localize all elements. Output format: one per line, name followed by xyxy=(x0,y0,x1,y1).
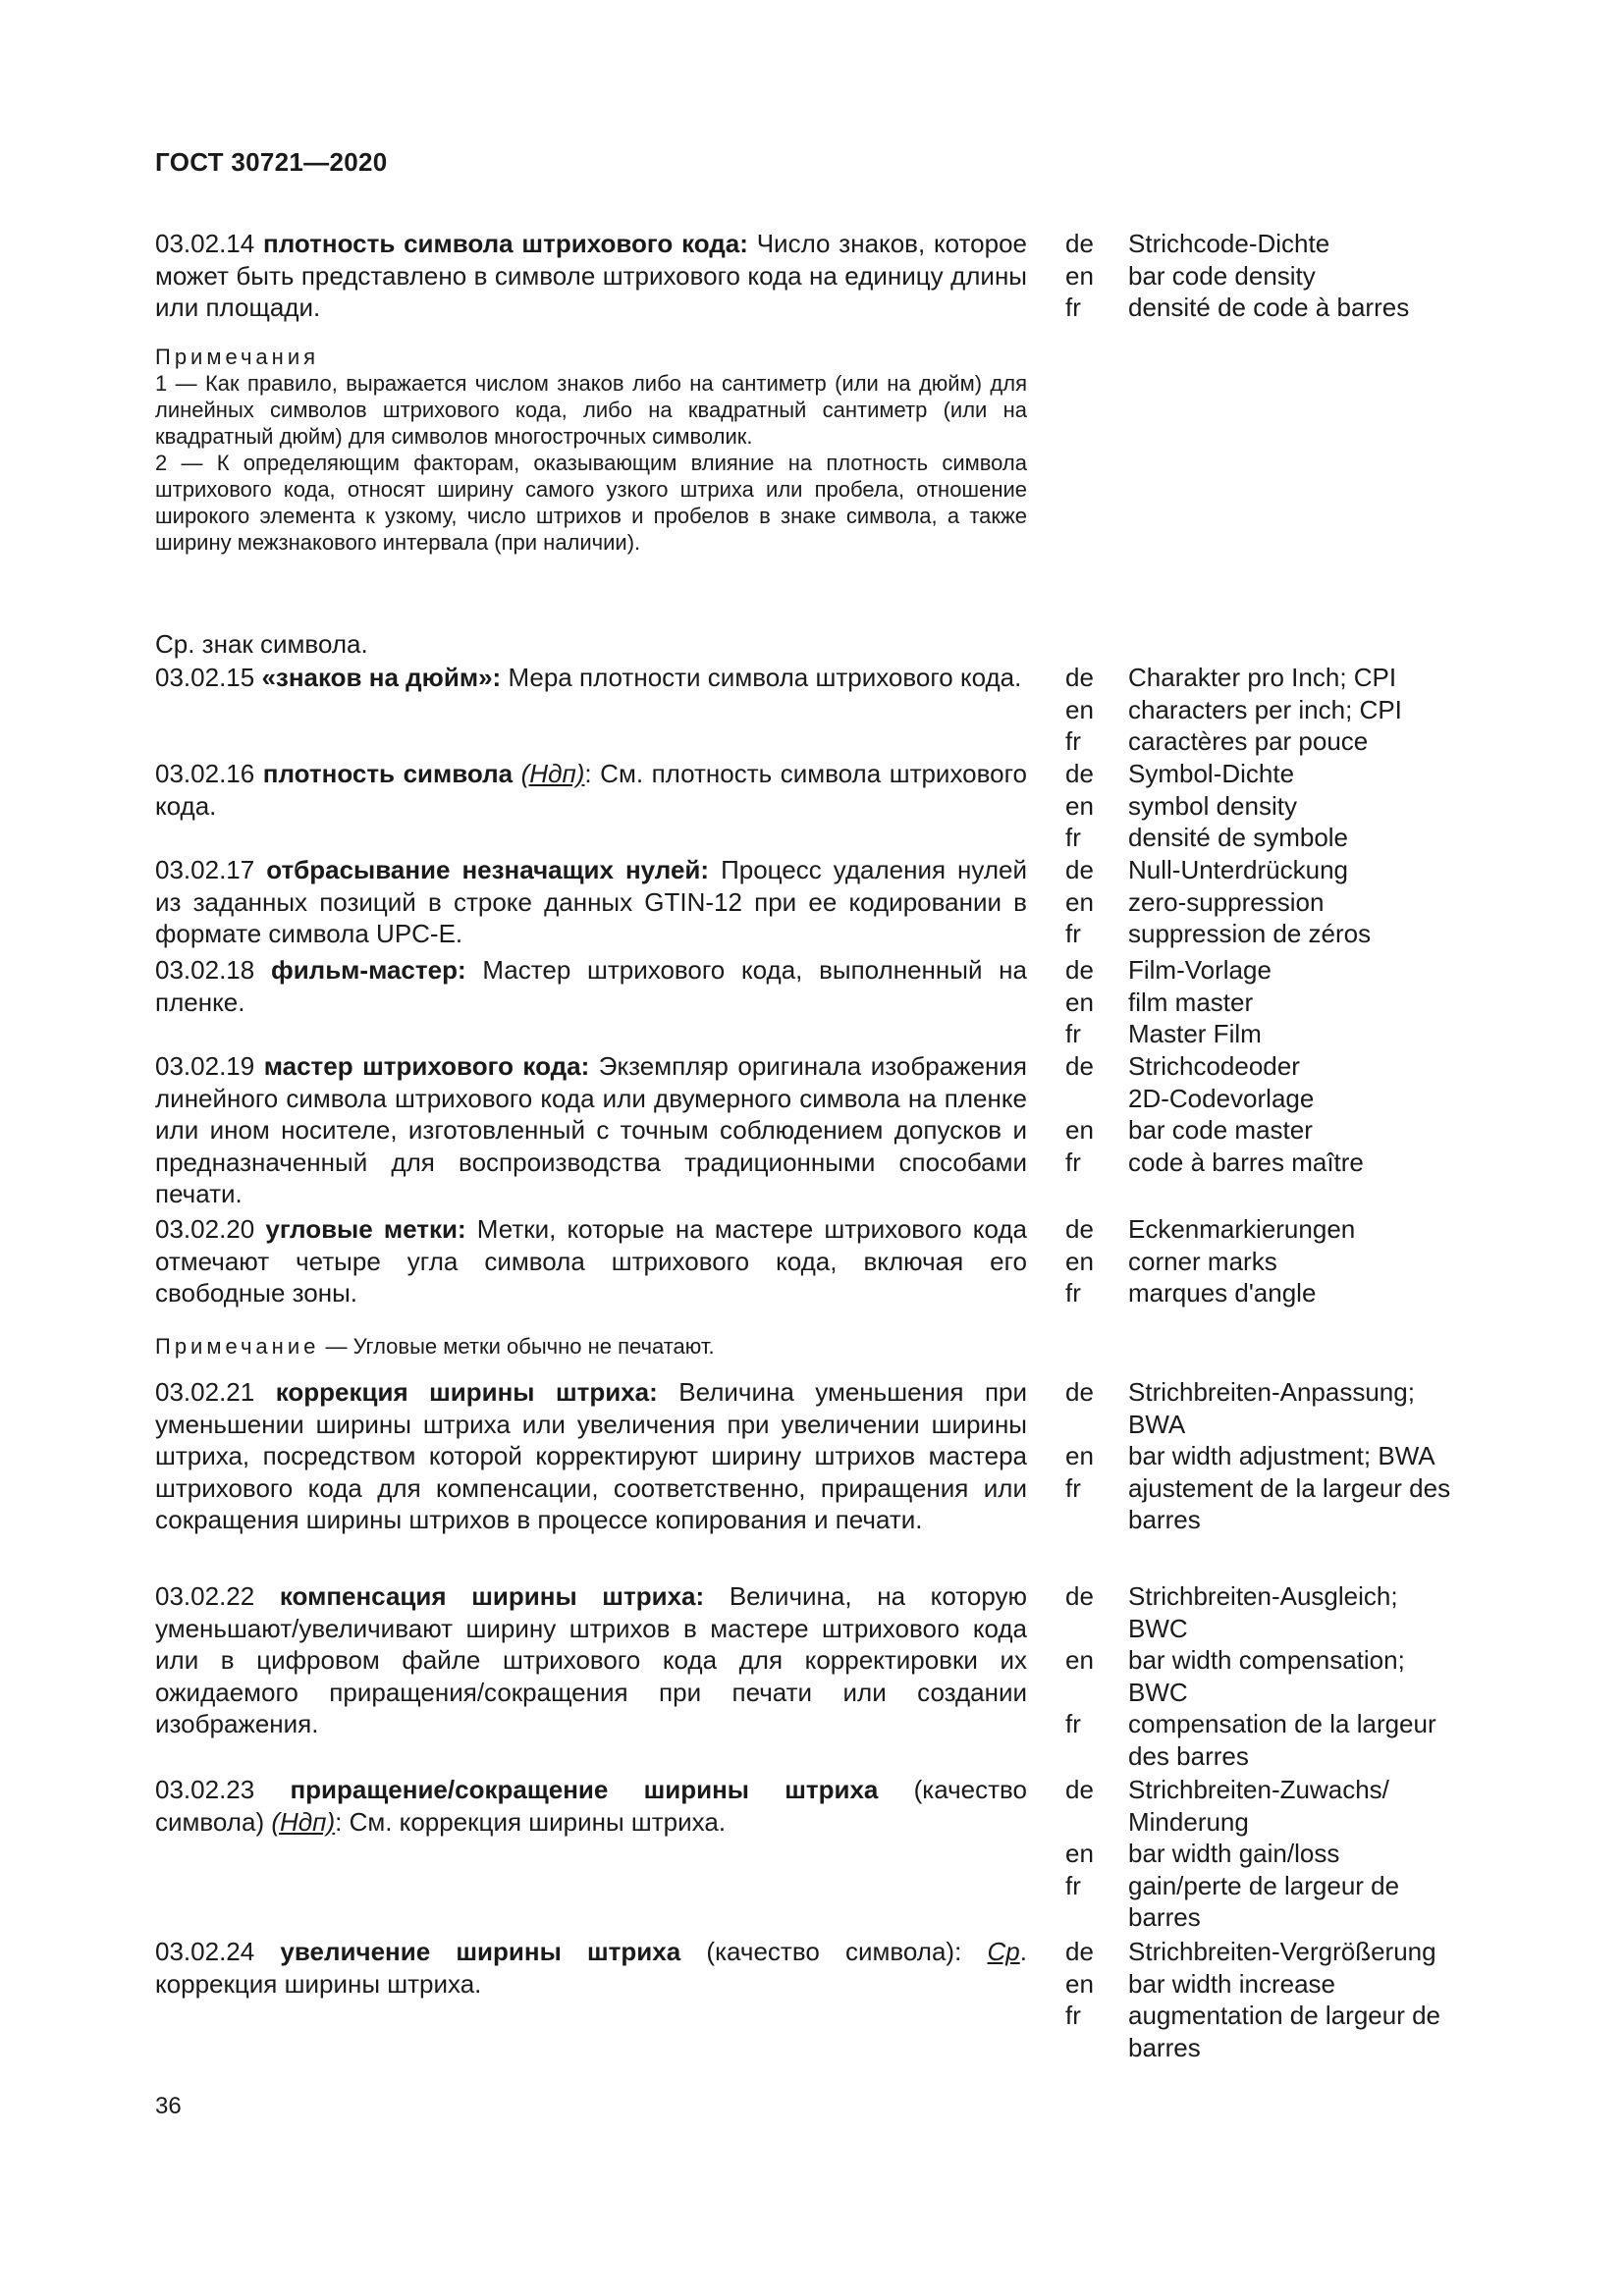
equivalents-03-02-23 xyxy=(1065,1774,1497,1934)
term-fr-cont: barres xyxy=(1128,1505,1201,1534)
entry-term: угловые метки: xyxy=(265,1214,466,1244)
equivalents-03-02-15 xyxy=(1065,662,1497,758)
entry-number: 03.02.19 xyxy=(155,1051,255,1081)
term-fr: code à barres maître xyxy=(1128,1147,1364,1177)
entry-number: 03.02.15 xyxy=(155,663,255,692)
entry-number: 03.02.24 xyxy=(155,1937,255,1966)
equivalents-03-02-17 xyxy=(1065,854,1497,950)
ndp-mark: (Ндп) xyxy=(520,759,585,788)
entry-number: 03.02.21 xyxy=(155,1377,255,1407)
entry-term: мастер штрихового кода: xyxy=(263,1051,590,1081)
lang-fr: fr xyxy=(1065,1019,1081,1048)
term-de: Film-Vorlage xyxy=(1128,955,1272,985)
lang-de: de xyxy=(1065,229,1094,258)
note-2: 2 — К определяющим факторам, оказывающим влияние на плотность символа штрихового кода, относят ширину самого узкого штриха или пробела, отношение широкого элемента к узкому, число штрихов и пробелов в знаке символа, а также ширину межзнакового интервала (при наличии). xyxy=(155,451,1027,555)
term-de-cont: BWC xyxy=(1128,1613,1188,1643)
entry-definition: : См. коррекция ширины штриха. xyxy=(335,1806,727,1837)
lang-blank xyxy=(1065,1409,1128,1441)
ndp-mark: (Ндп) xyxy=(271,1806,336,1837)
entry-definition: . коррекция ширины штриха. xyxy=(155,1937,1027,1999)
term-de: Eckenmarkierungen xyxy=(1128,1214,1356,1244)
lang-en: en xyxy=(1065,1968,1094,1999)
entry-number: 03.02.18 xyxy=(155,955,255,985)
lang-fr: fr xyxy=(1065,919,1081,948)
term-fr: densité de symbole xyxy=(1128,823,1349,852)
lang-blank xyxy=(1065,1677,1128,1709)
entry-term: плотность символа штрихового кода: xyxy=(263,229,748,258)
entry-qualifier: (качество символа): xyxy=(706,1937,962,1966)
term-de: Symbol-Dichte xyxy=(1128,759,1295,788)
term-de: Strichcode-Dichte xyxy=(1128,229,1330,258)
lang-en: en xyxy=(1065,1645,1094,1675)
term-en: symbol density xyxy=(1128,790,1297,821)
lang-fr: fr xyxy=(1065,293,1081,322)
entry-term: плотность символа xyxy=(262,759,514,788)
entry-03-02-23 xyxy=(155,1774,1027,1838)
entry-definition: Мастер штрихового кода, выполненный на пленке. xyxy=(155,955,1027,1017)
term-fr-cont: barres xyxy=(1128,2032,1201,2062)
page-number: 36 xyxy=(155,2093,182,2119)
lang-de: de xyxy=(1065,1214,1094,1244)
entry-definition: Процесс удаления нулей из заданных позиций в строке данных GTIN-12 при ее кодировании в формате символа UPC-E. xyxy=(155,855,1027,948)
entry-definition: Экземпляр оригинала изображения линейного символа штрихового кода или двумерного символа на пленке или ином носителе, изготовленный с точным соблюдением допусков и предназначенный для воспроизводства традиционными способами печати. xyxy=(155,1051,1027,1208)
lang-en: en xyxy=(1065,1246,1094,1276)
lang-de: de xyxy=(1065,1377,1094,1407)
term-en: film master xyxy=(1128,987,1254,1017)
entry-number: 03.02.16 xyxy=(155,759,255,788)
notes-03-02-14 xyxy=(155,344,1027,556)
term-en: bar code density xyxy=(1128,260,1316,291)
lang-fr: fr xyxy=(1065,823,1081,852)
equivalents-03-02-14 xyxy=(1065,228,1497,324)
lang-en: en xyxy=(1065,886,1094,917)
note-title: Примечание xyxy=(155,1334,320,1359)
equivalents-03-02-21 xyxy=(1065,1376,1497,1536)
term-en: bar code master xyxy=(1128,1115,1313,1145)
lang-fr: fr xyxy=(1065,1147,1081,1177)
cf-mark: Ср xyxy=(987,1937,1020,1966)
term-fr: Master Film xyxy=(1128,1019,1262,1048)
lang-fr: fr xyxy=(1065,1278,1081,1308)
entry-definition: Метки, которые на мастере штрихового кода отмечают четыре угла символа штрихового кода, включая его свободные зоны. xyxy=(155,1214,1027,1308)
note-1: 1 — Как правило, выражается числом знаков либо на сантиметр (или на дюйм) для линейных символов штрихового кода, либо на квадратный сантиметр (или на квадратный дюйм) для символов многострочных символик. xyxy=(155,371,1027,449)
term-de: Strichbreiten-Zuwachs/ xyxy=(1128,1775,1389,1804)
entry-term: отбрасывание незначащих нулей: xyxy=(266,855,710,884)
lang-en: en xyxy=(1065,1839,1094,1868)
term-fr: compensation de la largeur xyxy=(1128,1709,1436,1738)
lang-blank xyxy=(1065,1806,1128,1839)
term-de-cont: BWA xyxy=(1128,1409,1186,1439)
lang-en: en xyxy=(1065,1441,1094,1470)
term-en: bar width adjustment; BWA xyxy=(1128,1441,1435,1470)
term-en: bar width increase xyxy=(1128,1968,1335,1999)
entry-term: приращение/сокращение ширины штриха xyxy=(290,1775,879,1804)
entry-term: фильм-мастер: xyxy=(270,955,466,985)
term-de: Strichbreiten-Ausgleich; xyxy=(1128,1581,1398,1611)
term-fr-cont: des barres xyxy=(1128,1740,1249,1771)
lang-de: de xyxy=(1065,1937,1094,1966)
entry-term: увеличение ширины штриха xyxy=(280,1937,681,1966)
lang-blank xyxy=(1065,1740,1128,1773)
term-en-cont: BWC xyxy=(1128,1677,1188,1707)
entry-number: 03.02.23 xyxy=(155,1775,255,1804)
lang-fr: fr xyxy=(1065,1472,1081,1503)
entry-03-02-24 xyxy=(155,1936,1027,2000)
entry-definition: Число знаков, которое может быть представлено в символе штрихового кода на единицу длины или площади. xyxy=(155,229,1028,322)
term-fr: marques d'angle xyxy=(1128,1278,1317,1308)
lang-de: de xyxy=(1065,759,1094,788)
entry-number: 03.02.17 xyxy=(155,855,255,884)
lang-fr: fr xyxy=(1065,2001,1081,2030)
lang-de: de xyxy=(1065,1051,1094,1081)
term-fr: suppression de zéros xyxy=(1128,919,1372,948)
entry-03-02-22 xyxy=(155,1580,1027,1740)
lang-fr: fr xyxy=(1065,1709,1081,1738)
lang-blank xyxy=(1065,1901,1128,1934)
lang-de: de xyxy=(1065,1581,1094,1611)
lang-en: en xyxy=(1065,1115,1094,1145)
equivalents-03-02-20 xyxy=(1065,1213,1497,1309)
term-de-cont: Minderung xyxy=(1128,1806,1249,1837)
term-en: bar width gain/loss xyxy=(1128,1839,1340,1868)
entry-number: 03.02.20 xyxy=(155,1214,255,1244)
term-fr-cont: barres xyxy=(1128,1902,1201,1932)
note-03-02-20 xyxy=(155,1333,1039,1360)
lang-de: de xyxy=(1065,663,1094,692)
term-de: Strichcodeoder xyxy=(1128,1051,1300,1081)
equivalents-03-02-18 xyxy=(1065,954,1497,1050)
entry-definition: Величина, на которую уменьшают/увеличивают ширину штрихов в мастере штрихового кода или в цифровом файле штрихового кода для корректировки их ожидаемого приращения/сокращения при печати или создании изображения. xyxy=(155,1581,1027,1738)
lang-en: en xyxy=(1065,694,1094,724)
term-en: zero-suppression xyxy=(1128,886,1325,917)
note-text: — Угловые метки обычно не печатают. xyxy=(319,1334,715,1359)
entry-03-02-18 xyxy=(155,954,1027,1018)
entry-03-02-20 xyxy=(155,1213,1027,1309)
entry-number: 03.02.14 xyxy=(155,229,255,258)
entry-definition: Мера плотности символа штрихового кода. xyxy=(508,663,1022,692)
entry-definition: : См. плотность символа штрихового кода. xyxy=(155,759,1027,821)
entry-term: коррекция ширины штриха: xyxy=(275,1377,658,1407)
term-en: corner marks xyxy=(1128,1246,1277,1276)
entry-03-02-14 xyxy=(155,228,1027,324)
entry-term: «знаков на дюйм»: xyxy=(261,663,502,692)
notes-title: Примечания xyxy=(155,345,320,369)
lang-fr: fr xyxy=(1065,726,1081,756)
term-de-cont: 2D-Codevorlage xyxy=(1128,1083,1315,1113)
equivalents-03-02-24 xyxy=(1065,1936,1497,2063)
term-fr: caractères par pouce xyxy=(1128,726,1369,756)
lang-de: de xyxy=(1065,855,1094,884)
term-fr: gain/perte de largeur de xyxy=(1128,1870,1400,1900)
term-fr: densité de code à barres xyxy=(1128,293,1410,322)
term-de: Null-Unterdrückung xyxy=(1128,855,1348,884)
equivalents-03-02-19 xyxy=(1065,1050,1497,1178)
entry-number: 03.02.22 xyxy=(155,1581,255,1611)
entry-03-02-15 xyxy=(155,662,1027,694)
term-de: Strichbreiten-Anpassung; xyxy=(1128,1377,1415,1407)
lang-en: en xyxy=(1065,790,1094,821)
lang-blank xyxy=(1065,1083,1128,1115)
entry-definition: Величина уменьшения при уменьшении ширины штриха или увеличения при увеличении ширины штриха, посредством которой корректируют ширину штрихов мастера штрихового кода для компенсации, соответственно, приращения или сокращения ширины штрихов в процессе копирования и печати. xyxy=(155,1377,1028,1534)
term-en: characters per inch; CPI xyxy=(1128,694,1402,724)
lang-blank xyxy=(1065,2032,1128,2064)
term-de: Charakter pro Inch; CPI xyxy=(1128,663,1397,692)
term-fr: ajustement de la largeur des xyxy=(1128,1472,1451,1503)
entry-term: компенсация ширины штриха: xyxy=(279,1581,705,1611)
entry-03-02-19 xyxy=(155,1050,1027,1210)
see-also: Ср. знак символа. xyxy=(155,629,368,659)
lang-de: de xyxy=(1065,955,1094,985)
entry-03-02-21 xyxy=(155,1376,1027,1536)
lang-de: de xyxy=(1065,1775,1094,1804)
equivalents-03-02-22 xyxy=(1065,1580,1497,1772)
term-en: bar width compensation; xyxy=(1128,1645,1405,1675)
entry-03-02-17 xyxy=(155,854,1027,950)
lang-blank xyxy=(1065,1504,1128,1536)
lang-en: en xyxy=(1065,260,1094,291)
term-de: Strichbreiten-Vergrößerung xyxy=(1128,1937,1436,1966)
entry-qualifier: (качество символа) xyxy=(155,1775,1027,1837)
lang-fr: fr xyxy=(1065,1870,1081,1900)
lang-blank xyxy=(1065,1613,1128,1645)
term-fr: augmentation de largeur de xyxy=(1128,2001,1441,2030)
document-header: ГОСТ 30721—2020 xyxy=(155,147,388,177)
equivalents-03-02-16 xyxy=(1065,758,1497,854)
entry-03-02-16 xyxy=(155,758,1027,822)
lang-en: en xyxy=(1065,987,1094,1017)
